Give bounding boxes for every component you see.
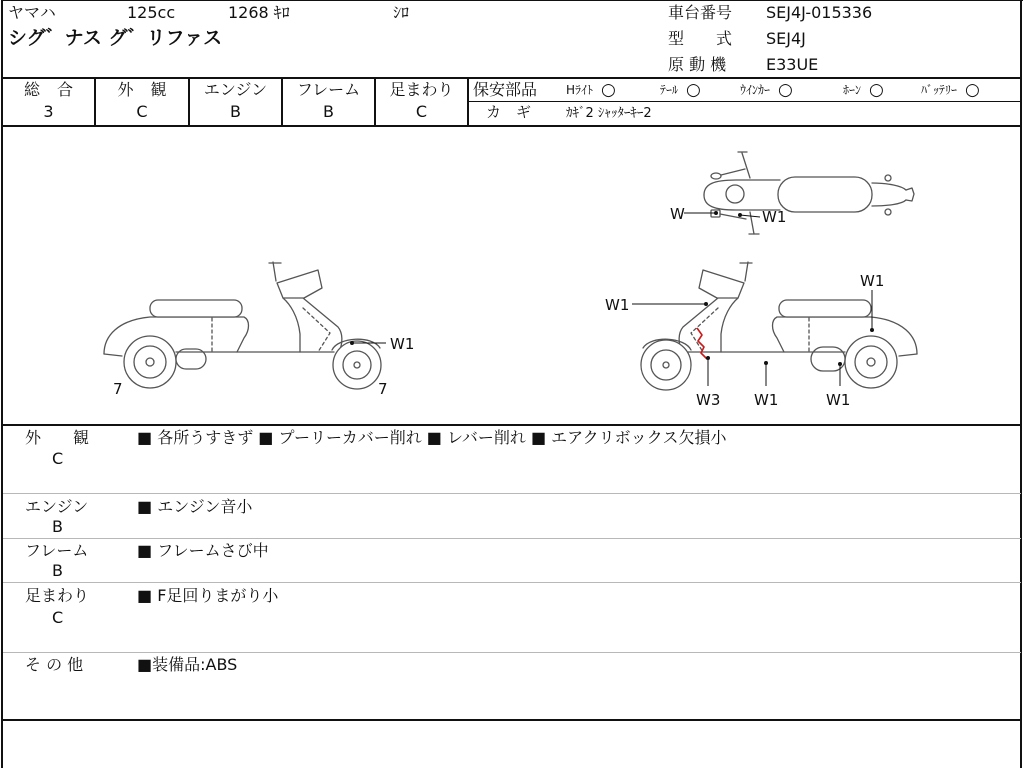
damage-point [706, 356, 710, 360]
remark-label-exterior: 外 観 [25, 428, 90, 447]
safety-item-headlight [566, 82, 616, 98]
safety-item-turn-signal [740, 82, 793, 98]
engine-model-label: 原 動 機 [668, 55, 727, 74]
grade-column-divider [467, 78, 469, 126]
key-label: カ ギ [486, 103, 532, 121]
engine-model: E33UE [766, 55, 819, 74]
remark-grade-frame: B [52, 561, 63, 580]
grade-label-suspension: 足まわり [389, 80, 454, 99]
remark-text-exterior: ■ 各所うすきず ■ プーリーカバー削れ ■ レバー削れ ■ エアクリボックス欠損小 [137, 428, 727, 447]
damage-point [350, 341, 354, 345]
remark-divider [3, 493, 1021, 494]
safety-item-status: ○ [965, 80, 980, 100]
scooter-top-view [704, 152, 914, 234]
frame-number: SEJ4J-015336 [766, 3, 873, 22]
safety-row-divider [467, 101, 1022, 102]
model-name: シグ゛ナス グ゛リファス [8, 27, 223, 49]
safety-item-horn [843, 82, 884, 98]
damage-diagram [0, 126, 1024, 424]
frame-number-label: 車台番号 [668, 3, 733, 22]
remark-divider [3, 582, 1021, 583]
damage-mark-label: 7 [113, 380, 123, 398]
grade-value-engine: B [230, 102, 241, 121]
grade-label-frame: フレーム [296, 80, 361, 99]
damage-point [870, 328, 874, 332]
damage-mark-label: W1 [762, 208, 787, 226]
safety-item-name: ﾊﾞｯﾃﾘｰ [921, 83, 958, 97]
diagram-bottom-divider [2, 424, 1022, 426]
crack-mark [697, 328, 707, 359]
grade-value-suspension: C [415, 102, 428, 121]
damage-mark-label: W1 [860, 272, 885, 290]
remark-text-frame: ■ フレームさび中 [137, 541, 269, 560]
model-code: SEJ4J [766, 29, 806, 48]
safety-item-name: ﾎｰﾝ [843, 83, 862, 97]
safety-item-status: ○ [686, 80, 701, 100]
key-value: ｶｷﾞ2 ｼｬｯﾀｰｷｰ2 [566, 106, 652, 121]
grade-column-divider [188, 78, 190, 126]
safety-item-name: ﾃｰﾙ [660, 83, 679, 97]
body-color: ｼﾛ [393, 3, 410, 22]
remarks-bottom-divider [2, 719, 1022, 721]
damage-mark-label: W1 [390, 335, 415, 353]
model-code-label: 型 式 [668, 29, 733, 48]
remark-label-engine: エンジン [25, 497, 89, 516]
remark-label-frame: フレーム [25, 541, 89, 560]
mileage: 1268 ｷﾛ [228, 3, 290, 22]
safety-item-name: ｳｲﾝｶｰ [740, 83, 771, 97]
remark-text-engine: ■ エンジン音小 [137, 497, 253, 516]
grade-label-exterior: 外 観 [117, 80, 167, 99]
safety-item-taillight [660, 82, 701, 98]
grade-label-engine: エンジン [203, 80, 268, 99]
safety-item-status: ○ [869, 80, 884, 100]
remark-text-other: ■装備品:ABS [137, 655, 238, 674]
grade-value-frame: B [323, 102, 334, 121]
remark-label-other: そ の 他 [25, 655, 84, 674]
remark-grade-engine: B [52, 517, 63, 536]
remark-divider [3, 538, 1021, 539]
grade-column-divider [281, 78, 283, 126]
grade-value-exterior: C [136, 102, 148, 121]
damage-mark-label: W1 [605, 296, 630, 314]
remark-grade-suspension: C [52, 608, 64, 627]
damage-mark-label: W3 [696, 391, 721, 409]
remark-label-suspension: 足まわり [25, 586, 90, 605]
safety-parts-label: 保安部品 [473, 80, 538, 99]
remark-grade-exterior: C [52, 449, 64, 468]
grade-value-overall: 3 [43, 102, 54, 121]
maker: ヤマハ [8, 3, 56, 22]
safety-item-name: Hﾗｲﾄ [566, 83, 594, 97]
damage-point [764, 361, 768, 365]
damage-point [738, 213, 742, 217]
damage-point [704, 302, 708, 306]
safety-item-status: ○ [778, 80, 793, 100]
scooter-left-side-view [104, 262, 381, 389]
safety-item-status: ○ [601, 80, 616, 100]
damage-mark-label: W [670, 205, 685, 223]
grade-column-divider [374, 78, 376, 126]
damage-point [714, 211, 718, 215]
remark-divider [3, 652, 1021, 653]
displacement: 125cc [127, 3, 176, 22]
grade-column-divider [94, 78, 96, 126]
damage-point [838, 362, 842, 366]
damage-mark-label: W1 [826, 391, 851, 409]
damage-mark-label: 7 [378, 380, 388, 398]
remark-text-suspension: ■ F足回りまがり小 [137, 586, 279, 605]
damage-mark-label: W1 [754, 391, 779, 409]
border-top [1, 0, 1023, 1]
header-divider [2, 77, 1022, 79]
grade-label-overall: 総 合 [23, 80, 74, 99]
safety-item-battery [921, 82, 980, 98]
